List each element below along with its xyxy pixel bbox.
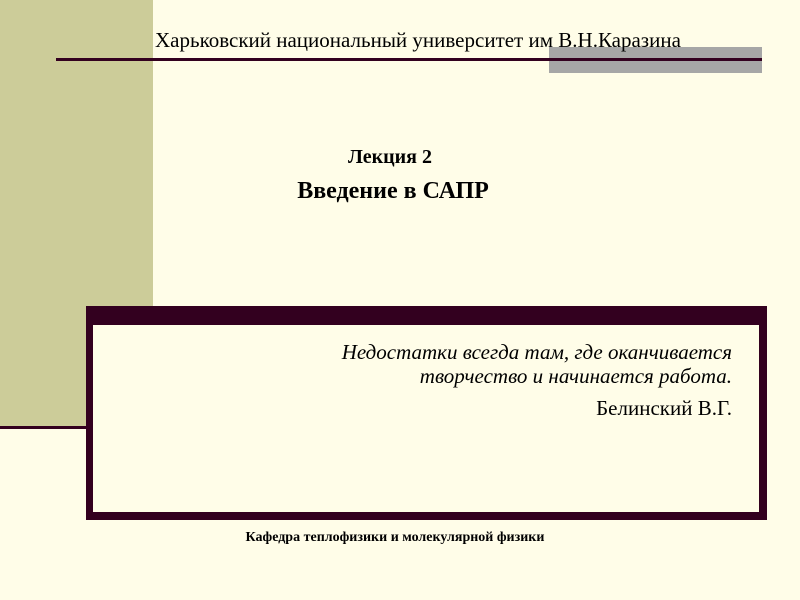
lecture-title: Введение в САПР: [297, 178, 489, 204]
quote-author: Белинский В.Г.: [596, 396, 732, 420]
department-name: Кафедра теплофизики и молекулярной физики: [245, 530, 545, 545]
quote-text-line-2: творчество и начинается работа.: [419, 364, 732, 388]
university-title: Харьковский национальный университет им В.Н.Каразина: [155, 28, 681, 52]
quote-text: [232, 340, 732, 388]
left-decorative-line: [0, 426, 88, 429]
quote-text-line-1: Недостатки всегда там, где оканчивается: [341, 340, 732, 364]
lecture-number: Лекция 2: [347, 146, 433, 168]
header-accent-line: [549, 58, 762, 61]
